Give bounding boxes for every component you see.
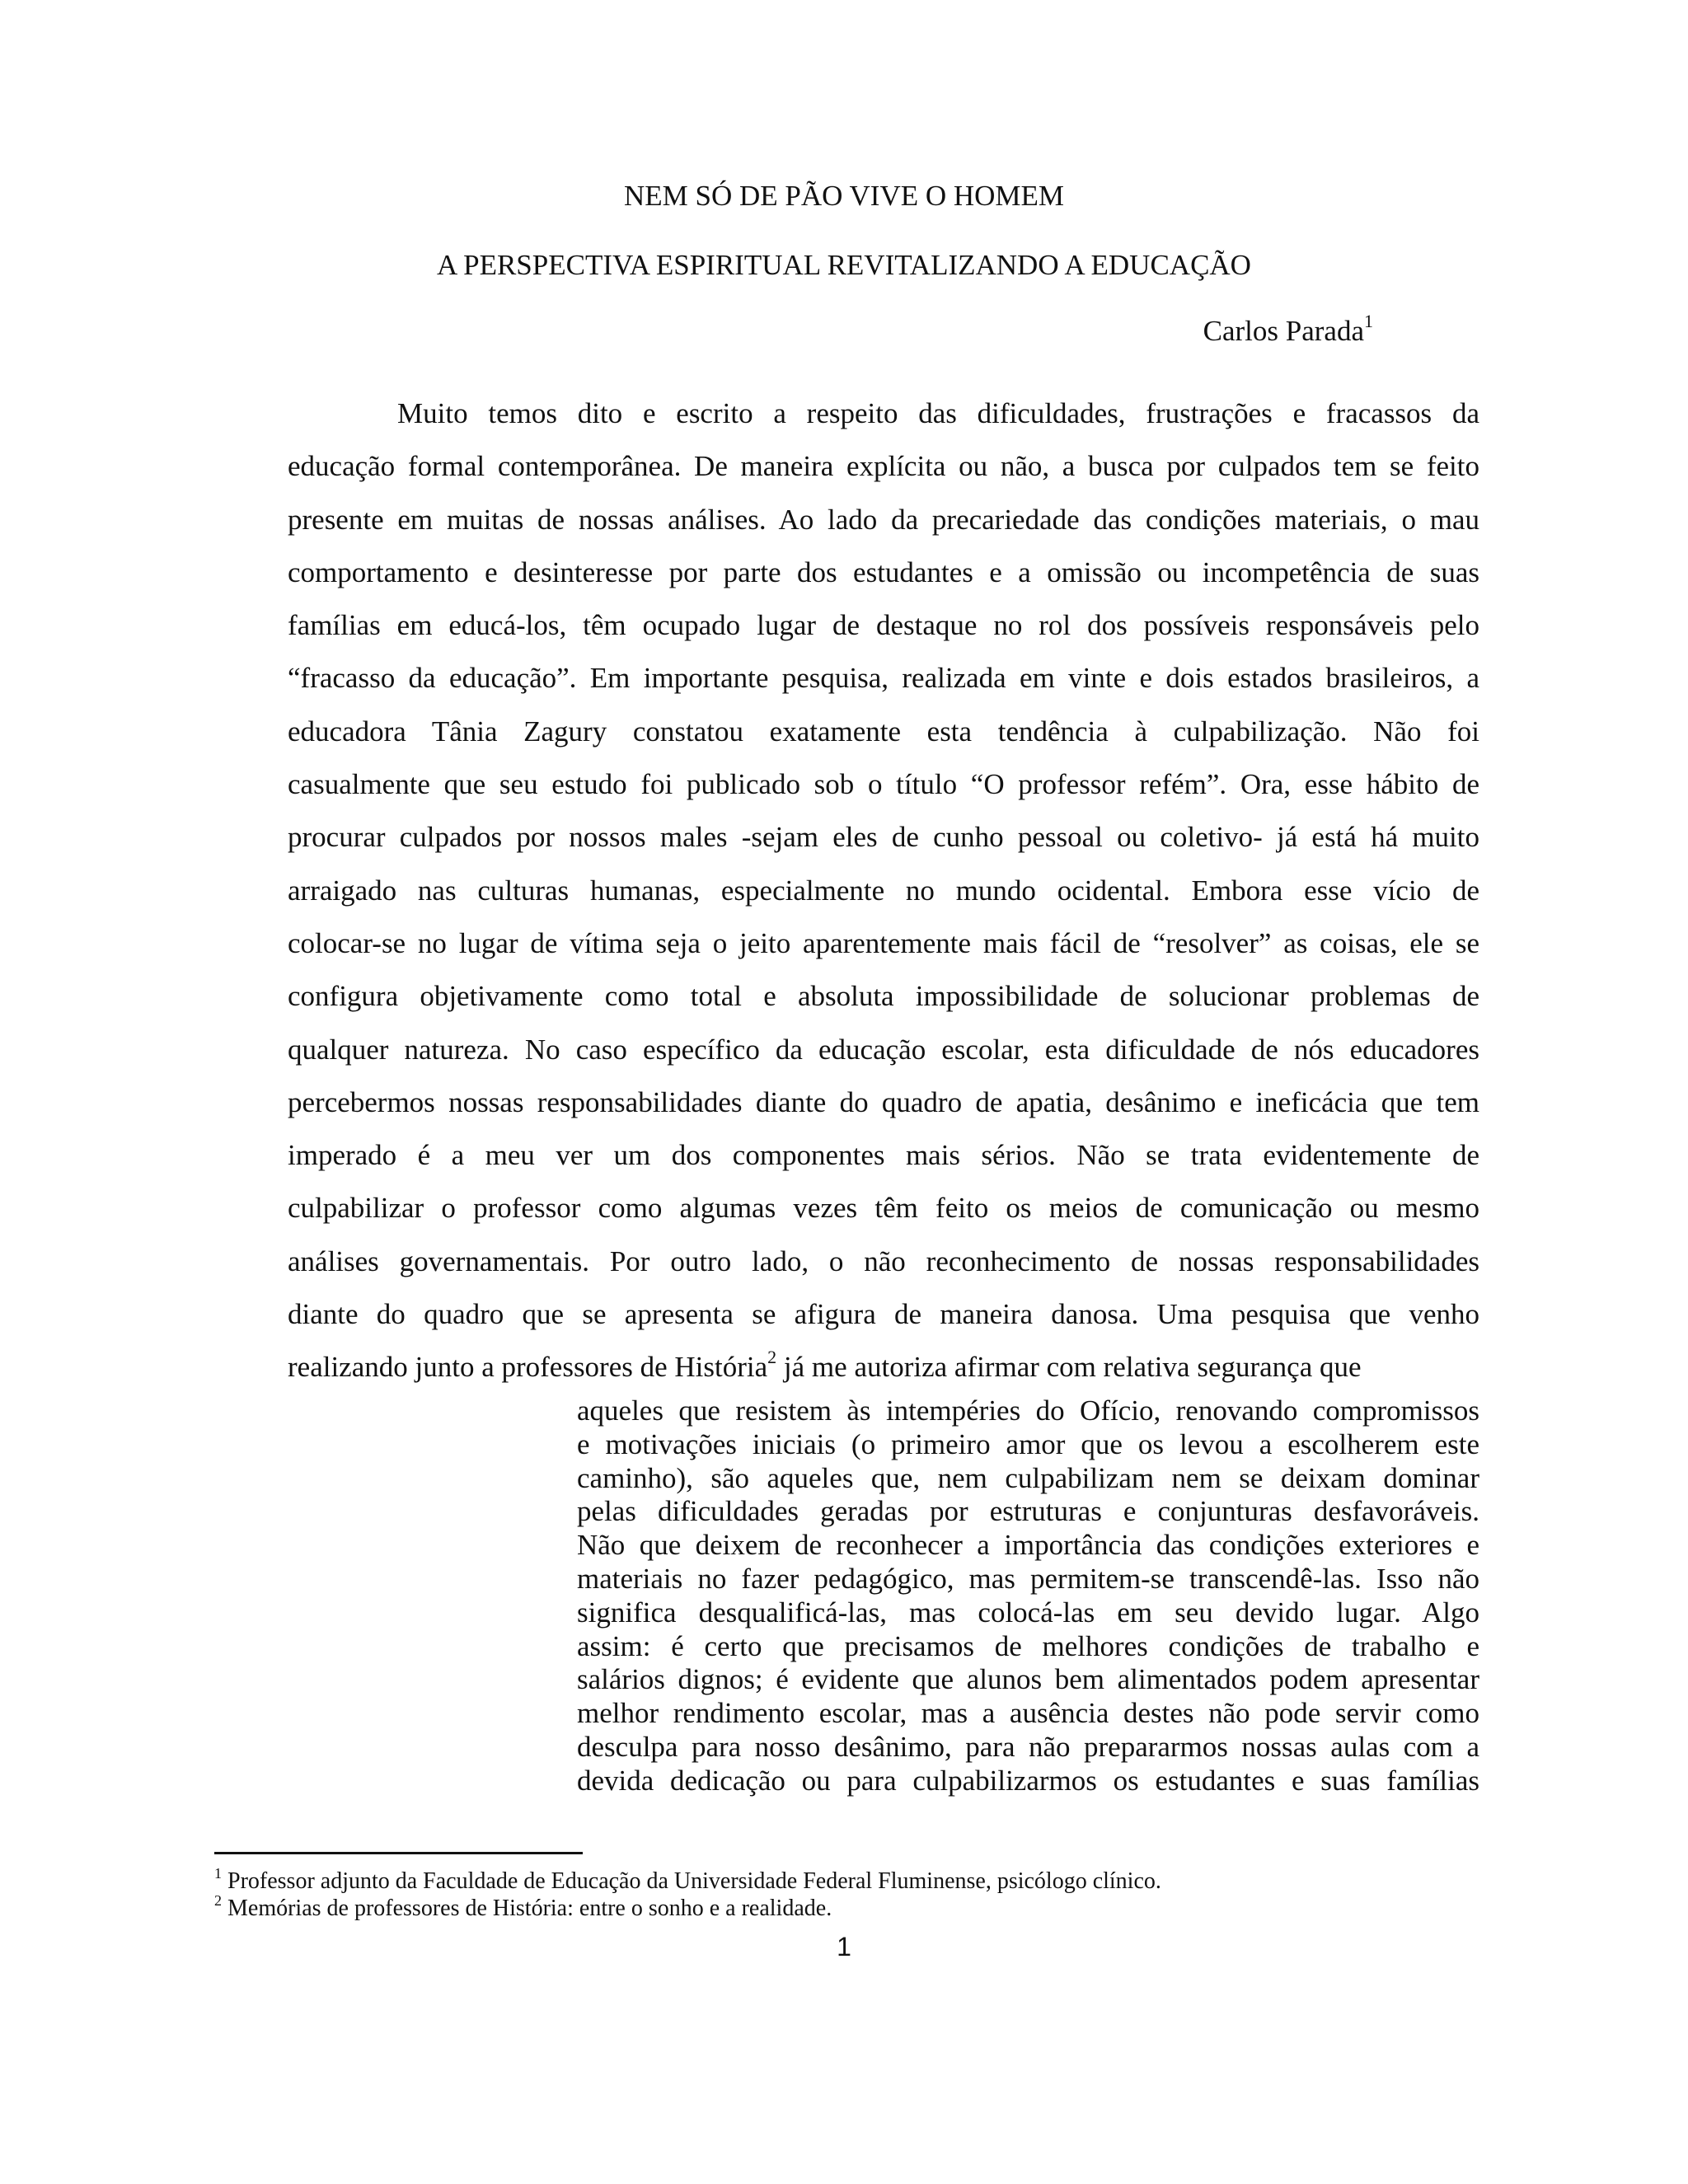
author-line (1203, 313, 1373, 349)
author-name: Carlos Parada (1203, 315, 1364, 347)
body-line: análises governamentais. Por outro lado, o não reconhecimento de nossas responsabilidades (288, 1244, 1479, 1277)
body-line: famílias em educá-los, têm ocupado lugar de destaque no rol dos possíveis responsáveis pelo (288, 609, 1479, 642)
footnotes (214, 1865, 1161, 1922)
body-line: arraigado nas culturas humanas, especialmente no mundo ocidental. Embora esse vício de (288, 874, 1479, 907)
body-line: casualmente que seu estudo foi publicado sob o título “O professor refém”. Ora, esse hábito de (288, 768, 1479, 801)
quote-line: materiais no fazer pedagógico, mas permitem-se transcendê-las. Isso não (577, 1562, 1479, 1595)
body-line: qualquer natureza. No caso específico da educação escolar, esta dificuldade de nós educadores (288, 1033, 1479, 1066)
document-title: NEM SÓ DE PÃO VIVE O HOMEM (623, 180, 1065, 212)
quote-line: pelas dificuldades geradas por estruturas e conjunturas desfavoráveis. (577, 1495, 1479, 1528)
quote-line: caminho), são aqueles que, nem culpabilizam nem se deixam dominar (577, 1461, 1479, 1494)
block-quote (577, 1394, 1479, 1798)
footnote (214, 1865, 1161, 1895)
body-line-last (288, 1341, 1479, 1394)
body-line: “fracasso da educação”. Em importante pesquisa, realizada em vinte e dois estados brasileiros, a (288, 662, 1479, 695)
document-subtitle: A PERSPECTIVA ESPIRITUAL REVITALIZANDO A EDUCAÇÃO (437, 249, 1251, 281)
body-line: educadora Tânia Zagury constatou exatamente esta tendência à culpabilização. Não foi (288, 715, 1479, 748)
footnote-mark: 2 (214, 1892, 222, 1909)
quote-line: desculpa para nosso desânimo, para não prepararmos nossas aulas com a (577, 1730, 1479, 1763)
body-line: presente em muitas de nossas análises. Ao lado da precariedade das condições materiais, o mau (288, 503, 1479, 536)
body-text-after-footnote: já me autoriza afirmar com relativa segurança que (776, 1351, 1362, 1384)
footnote-reference: 1 (1364, 311, 1373, 331)
footnote-separator (214, 1852, 583, 1854)
footnote-mark: 1 (214, 1865, 222, 1882)
footnote-reference: 2 (767, 1347, 777, 1368)
body-line: culpabilizar o professor como algumas vezes têm feito os meios de comunicação ou mesmo (288, 1192, 1479, 1225)
body-line: educação formal contemporânea. De maneira explícita ou não, a busca por culpados tem se feito (288, 450, 1479, 483)
quote-line: significa desqualificá-las, mas colocá-las em seu devido lugar. Algo (577, 1596, 1479, 1629)
quote-line: devida dedicação ou para culpabilizarmos os estudantes e suas famílias (577, 1764, 1479, 1797)
body-line: comportamento e desinteresse por parte dos estudantes e a omissão ou incompetência de suas (288, 555, 1479, 588)
body-paragraph (288, 387, 1479, 1394)
body-line: configura objetivamente como total e absoluta impossibilidade de solucionar problemas de (288, 980, 1479, 1013)
footnote (214, 1892, 1161, 1922)
body-line: diante do quadro que se apresenta se afigura de maneira danosa. Uma pesquisa que venho (288, 1298, 1479, 1331)
quote-line: e motivações iniciais (o primeiro amor que os levou a escolherem este (577, 1427, 1479, 1460)
body-text-before-footnote: realizando junto a professores de História (288, 1351, 768, 1384)
page-number: 1 (837, 1932, 851, 1961)
body-line: percebermos nossas responsabilidades diante do quadro de apatia, desânimo e ineficácia que tem (288, 1085, 1479, 1118)
quote-line: assim: é certo que precisamos de melhores condições de trabalho e (577, 1629, 1479, 1662)
footnote-text: Memórias de professores de História: entre o sonho e a realidade. (222, 1896, 832, 1921)
quote-line: Não que deixem de reconhecer a importância das condições exteriores e (577, 1529, 1479, 1562)
footnote-text: Professor adjunto da Faculdade de Educação da Universidade Federal Fluminense, psicólogo clínico. (222, 1868, 1161, 1894)
body-line: procurar culpados por nossos males -sejam eles de cunho pessoal ou coletivo- já está há muito (288, 821, 1479, 854)
quote-line: aqueles que resistem às intempéries do Ofício, renovando compromissos (577, 1394, 1479, 1427)
quote-line: salários dignos; é evidente que alunos bem alimentados podem apresentar (577, 1663, 1479, 1696)
body-line: imperado é a meu ver um dos componentes mais sérios. Não se trata evidentemente de (288, 1139, 1479, 1172)
quote-line: melhor rendimento escolar, mas a ausência destes não pode servir como (577, 1697, 1479, 1730)
body-line: colocar-se no lugar de vítima seja o jeito aparentemente mais fácil de “resolver” as coisas, ele se (288, 926, 1479, 959)
body-line: Muito temos dito e escrito a respeito das dificuldades, frustrações e fracassos da (397, 397, 1479, 429)
